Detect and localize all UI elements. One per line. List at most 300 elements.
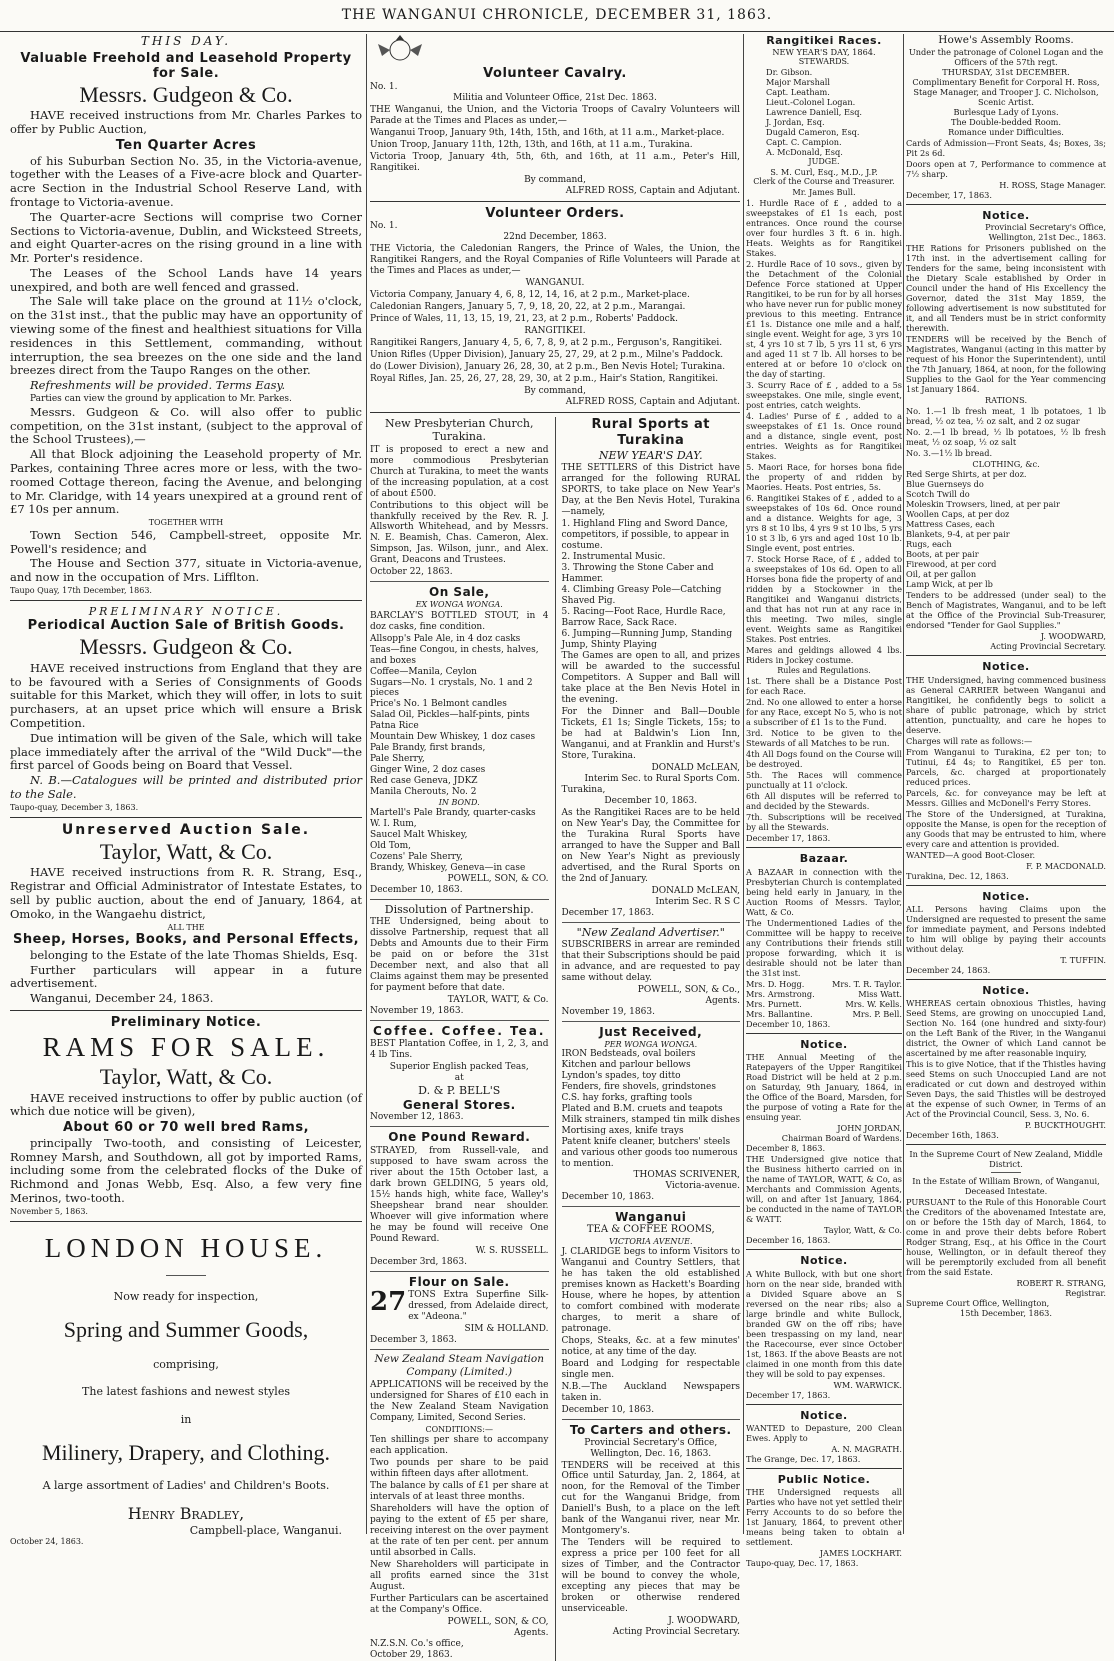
- ad-text: Due intimation will be given of the Sale, which will take place immediately after the arrival of the "Wild Duck"—the first parcel of Goods being on Board that Vessel.: [10, 730, 362, 773]
- ad-text: 3rd. Notice to be given to the Stewards of all Matches to be run.: [746, 728, 902, 749]
- ad-title: Volunteer Orders.: [485, 205, 625, 221]
- ad-text: Wellington, Dec. 16, 1863.: [590, 1448, 712, 1459]
- ad-sub: PER WONGA WONGA.: [604, 1039, 698, 1049]
- ad-text: THE Undersigned, having commenced business as General CARRIER between Wanganui and Rangitikei, he confidently begs to solicit a share of public patronage, which by strict attention, punctuality, and care he hopes to deserve.: [906, 674, 1106, 735]
- list-item: Mortising axes, knife trays: [561, 1126, 684, 1137]
- ad-text: Chops, Steaks, &c. at a few minutes' notice, at any time of the day.: [561, 1336, 740, 1358]
- ad-line: The latest fashions and newest styles: [82, 1385, 290, 1399]
- list-item: Lyndon's spades, toy ditto: [561, 1071, 681, 1082]
- list-item: Capt. Leatham.: [766, 87, 830, 98]
- ad-title: Notice.: [982, 208, 1030, 222]
- ad-text: 7. Stock Horse Race, of £ , added to a sweepstakes of 10s 6d. Open to all Horses bona fide the property of and ridden by a Stockowner in the Rangitikei and Wanganui districts, and that has not run at any race in this meeting. Two miles, single event. Weights same as Rangitikei Stakes. Post entries.: [746, 553, 902, 644]
- ad-text: 2nd. No one allowed to enter a horse for any Race, except No 5, who is not a subscriber of £1 1s to the Fund.: [746, 697, 902, 728]
- committee-name: Miss Watt.: [858, 988, 902, 999]
- name-row: [746, 989, 902, 999]
- list-item: Lawrence Daniell, Esq.: [766, 107, 863, 118]
- committee-name: Mrs. W. Kells.: [845, 998, 902, 1009]
- ad-date: November 19, 1863.: [561, 1006, 655, 1017]
- committee-name: Mrs. D. Hogg.: [746, 978, 805, 989]
- ad-text: N. B.—Catalogues will be printed and distributed prior to the Sale.: [10, 773, 362, 802]
- ad-text: principally Two-tooth, and consisting of Leicester, Romney Marsh, and Southdown, all got by imported Rams, including some from the celebrated flocks of the Duke of Richmond and Jonas Webb, Esq. Also, a few very fine Merinos, two-tooth.: [10, 1135, 362, 1206]
- name-row: [746, 1009, 902, 1019]
- ad-text: Prince of Wales, 11, 13, 15, 19, 21, 23, at 2 p.m., Roberts' Paddock.: [370, 314, 678, 325]
- ad-text: WANTED—A good Boot-Closer.: [906, 849, 1036, 860]
- list-item: Dugald Cameron, Esq.: [766, 127, 860, 138]
- ad-title: Dissolution of Partnership.: [384, 902, 534, 916]
- ad-sig: THOMAS SCRIVENER,: [633, 1169, 740, 1180]
- ad-text: 7th. Subscriptions will be received by all the Stewards.: [746, 812, 902, 833]
- ad-text: Agents.: [514, 1627, 549, 1638]
- list-item: W. I. Rum,: [370, 818, 417, 829]
- ad-text: CONDITIONS:—: [425, 1424, 493, 1434]
- ad-text: 22nd December, 1863.: [503, 232, 607, 243]
- firm-name: Messrs. Gudgeon & Co.: [79, 634, 293, 660]
- ad-sig: F. P. MACDONALD.: [1026, 860, 1106, 871]
- list-item: Boots, at per pair: [906, 549, 979, 560]
- ad-text: Board and Lodging for respectable single men.: [561, 1359, 740, 1381]
- ad-text: No. 2.—1 lb bread, ½ lb potatoes, ½ lb fresh meat, ½ oz soap, ½ oz salt: [906, 427, 1106, 448]
- ad-text: From Wanganui to Turakina, £2 per ton; to Tutinui, £4 4s; to Rangitikei, £5 per ton. Parcels, &c. charged at proportionately reduced prices.: [906, 746, 1106, 787]
- ad-date: December 17, 1863.: [746, 1389, 831, 1400]
- ad-text: Refreshments will be provided. Terms Easy.: [30, 378, 286, 393]
- ad-text: Chairman Board of Wardens.: [781, 1133, 902, 1144]
- ad-text: By command,: [524, 174, 586, 185]
- list-item: 3. Throwing the Stone Caber and Hammer.: [561, 562, 714, 584]
- list-item: Ginger Wine, 2 doz cases: [370, 765, 486, 776]
- ad-title: Rangitikei Races.: [766, 34, 882, 47]
- ad-text: The Undermentioned Ladies of the Committee will be happy to receive any Contributions their friends still propose forwarding, which it is desirable should not be later than the 31st inst.: [746, 917, 902, 978]
- name-row: [746, 999, 902, 1009]
- ad-text: Victoria Company, January 4, 6, 8, 12, 14, 16, at 2 p.m., Market-place.: [370, 290, 690, 301]
- committee-name: Mrs. Purnett.: [746, 998, 802, 1009]
- list-item: Oil, at per gallon: [906, 569, 977, 580]
- ad-title: One Pound Reward.: [388, 1130, 531, 1145]
- ad-text: THE Undersigned give notice that the Business hitherto carried on in the name of TAYLOR, WATT, & Co, as Merchants and Commission Agents, will, on and after 1st January, 1864, be conducted in the name of TAYLOR & WATT.: [746, 1154, 902, 1225]
- ad-text: 3. Scurry Race of £ , added to a 5s sweepstakes. One mile, single event, post entries, catch weights.: [746, 379, 902, 410]
- list-item: Patent knife cleaner, butchers' steels: [561, 1137, 731, 1148]
- ad-text: New Shareholders will participate in all profits earned since the 31st August.: [370, 1559, 549, 1592]
- ad-title: Howe's Assembly Rooms.: [938, 34, 1074, 46]
- ad-text: The Double-bedded Room.: [950, 116, 1062, 127]
- ad-title: Public Notice.: [777, 1473, 871, 1487]
- list-item: Allsopp's Pale Ale, in 4 doz casks: [370, 633, 521, 644]
- ad-text: Superior English packed Teas,: [389, 1062, 529, 1073]
- ad-text: D. & P. BELL'S: [418, 1084, 501, 1098]
- ad-text: 5th. The Races will commence punctually at 11 o'clock.: [746, 770, 902, 791]
- list-item: Price's No. 1 Belmont candles: [370, 699, 507, 710]
- ad-text: Complimentary Benefit for Corporal H. Ross, Stage Manager, and Trooper J. C. Nicholson, Scenic Artist.: [912, 76, 1100, 107]
- column-3: [746, 34, 902, 1569]
- ad-date: 15th December, 1863.: [960, 1308, 1052, 1319]
- ad-text: The balance by calls of £1 per share at intervals of at least three months.: [370, 1481, 549, 1503]
- ad-text: Victoria Troop, January 4th, 5th, 6th, and 16th, at 11 a.m., Peter's Hill, Rangitikei.: [370, 151, 740, 173]
- ad-addr: Campbell-place, Wanganui.: [189, 1523, 342, 1537]
- ad-date: December 10, 1863.: [561, 1191, 655, 1202]
- list-item: 2. Instrumental Music.: [561, 551, 666, 562]
- ad-text: The Games are open to all, and prizes will be awarded to the successful Competitors. A Supper and Ball will take place at the Ben Nevis Hotel in the evening.: [561, 651, 740, 706]
- list-item: Dr. Gibson.: [766, 67, 813, 78]
- ad-sig: WM. WARWICK.: [833, 1379, 902, 1390]
- ad-text: Contributions to this object will be thankfully received by the Rev. R. J. Allsworth Whitehead, and by Messrs. N. E. Beamish, Chas. Cameron, Alex. Simpson, Jas. Wilson, junr., and Alex. Grant, Deacons and Trustees.: [370, 500, 549, 566]
- list-item: Manila Cherouts, No. 2: [370, 787, 477, 798]
- list-item: Fenders, fire shovels, grindstones: [561, 1082, 716, 1093]
- list-item: Woollen Caps, at per doz: [906, 509, 1010, 520]
- ad-sig: H. ROSS, Stage Manager.: [999, 179, 1106, 190]
- ad-date: Taupo-quay, Dec. 17, 1863.: [746, 1558, 859, 1569]
- list-item: J. Jordan, Esq.: [766, 117, 825, 128]
- ad-date: October 29, 1863.: [370, 1649, 453, 1660]
- ad-title: Wanganui: [615, 1209, 687, 1224]
- ad-text: Wanganui Troop, January 9th, 14th, 15th, and 16th, at 11 a.m., Market-place.: [370, 127, 725, 138]
- ad-title: Notice.: [800, 1254, 848, 1268]
- ad-text: Wellington, 21st Dec., 1863.: [988, 232, 1106, 243]
- list-item: Mattress Cases, each: [906, 519, 995, 530]
- ad-sig: JAMES LOCKHART.: [819, 1548, 902, 1559]
- ad-title: Notice.: [800, 1408, 848, 1422]
- ad-text: The House and Section 377, situate in Victoria-avenue, and now in the occupation of Mrs. Lifflton.: [10, 556, 362, 585]
- ad-text: 1. Hurdle Race of £ , added to a sweepstakes of £1 1s each, post entrances. Once round the course over four hurdles 3 ft. 6 in. high. Heats. Weights as for Rangitikei Stakes.: [746, 197, 902, 258]
- ad-text: Charges will rate as follows:—: [906, 735, 1033, 746]
- ad-date: December 3, 1863.: [370, 1335, 457, 1346]
- list-item: Plated and B.M. cruets and teapots: [561, 1104, 723, 1115]
- ad-text: No. 1.—1 lb fresh meat, 1 lb potatoes, 1 lb bread, ½ oz tea, ½ oz salt, and 2 oz sugar: [906, 406, 1106, 427]
- ad-sig: ROBERT R. STRANG,: [1016, 1278, 1106, 1289]
- list-item: Red case Geneva, JDKZ: [370, 776, 478, 787]
- ad-line: Spring and Summer Goods,: [63, 1316, 309, 1342]
- list-item: Brandy, Whiskey, Geneva—in case: [370, 862, 526, 873]
- ad-text: J. CLARIDGE begs to inform Visitors to Wanganui and Country Settlers, that he has taken the old established premises known as Hackett's Boarding House, where he hopes, by attention to comfort combined with moderate charges, to merit a share of patronage.: [561, 1247, 740, 1335]
- ad-text: THE Undersigned, being about to dissolve Partnership, request that all Debts and Amounts due to their Firm be paid on or before the 31st December next, and also that all Claims against them may be presented for payment before that date.: [370, 917, 549, 993]
- ad-title: Unreserved Auction Sale.: [61, 821, 311, 838]
- list-item: Pale Brandy, first brands,: [370, 743, 486, 754]
- ad-title: TEA & COFFEE ROOMS,: [586, 1224, 715, 1236]
- ad-date: December 10, 1863.: [370, 884, 463, 895]
- ad-line: A large assortment of Ladies' and Children's Boots.: [42, 1478, 330, 1492]
- ad-text: N.Z.S.N. Co.'s office,: [370, 1638, 464, 1649]
- ad-text: The Quarter-acre Sections will comprise two Corner Sections to Victoria-avenue, Dublin, and Wicksteed Streets, and eight Quarter-acres on the rising ground in a line with Mr. Porter's residence.: [10, 209, 362, 266]
- ad-text: Mares and geldings allowed 4 lbs. Riders in Jockey costume.: [746, 644, 902, 665]
- ad-text: WANTED to Depasture, 200 Clean Ewes. Apply to: [746, 1423, 902, 1444]
- ad-text: N.B.—The Auckland Newspapers taken in.: [561, 1382, 740, 1403]
- committee-name: Mrs. Ballantine.: [746, 1008, 813, 1019]
- list-item: Capt. C. Campion.: [766, 137, 842, 148]
- ad-date: December 16, 1863.: [746, 1235, 831, 1246]
- ad-date: The Grange, Dec. 17, 1863.: [746, 1454, 861, 1465]
- ad-date: November 12, 1863.: [370, 1112, 464, 1123]
- ad-text: APPLICATIONS will be received by the undersigned for Shares of £10 each in the New Zealand Steam Navigation Company, Limited, Second Series.: [370, 1379, 549, 1423]
- ad-text: The Sale will take place on the ground at 11½ o'clock, on the 31st inst., that the public may have an opportunity of viewing some of the finest and healthiest situations for Villa residences in this Settlement, commanding, without interruption, the sea breezes on the one side and the land breezes direct from the Taupo Ranges on the other.: [10, 294, 362, 378]
- ad-sub: Ten Quarter Acres: [115, 137, 257, 153]
- firm-name: Taylor, Watt, & Co.: [99, 1063, 273, 1089]
- list-item: Firewood, at per cord: [906, 559, 997, 570]
- ad-sig: T. TUFFIN.: [1060, 955, 1106, 966]
- ad-title: Preliminary Notice.: [110, 1015, 262, 1031]
- ad-text: Mr. James Bull.: [792, 186, 856, 197]
- ad-text: TONS Extra Superfine Silk-dressed, from Adelaide direct, ex "Adeona.": [408, 1290, 549, 1323]
- ad-text: Provincial Secretary's Office,: [985, 222, 1106, 233]
- ad-text: Messrs. Gudgeon & Co. will also offer to public competition, on the 31st instant, (subject to the approval of the School Trustees),—: [10, 404, 362, 447]
- ad-text: 4. Ladies' Purse of £ , added to a sweepstakes of £1 1s. Once round and a distance, single event, post entries. Weights as for Rangitikei Stakes.: [746, 410, 902, 461]
- masthead: THE WANGANUI CHRONICLE, DECEMBER 31, 1863.: [0, 0, 1114, 32]
- ad-title: Notice.: [982, 984, 1030, 998]
- ad-line: Now ready for inspection,: [113, 1289, 259, 1303]
- ad-text: Under the patronage of Colonel Logan and the Officers of the 57th regt.: [908, 46, 1104, 67]
- list-item: Rugs, each: [906, 539, 952, 550]
- list-item: Major Marshall: [766, 77, 831, 88]
- ad-text: Shareholders will have the option of paying to the extent of £5 per share, receiving interest on the over payment at the rate of ten per cent. per annum until absorbed in Calls.: [370, 1504, 549, 1558]
- ad-date: December 8, 1863.: [746, 1143, 826, 1154]
- ad-text: WANGANUI.: [525, 278, 585, 289]
- ad-sig: DONALD McLEAN,: [651, 885, 740, 896]
- ad-text: Doors open at 7, Performance to commence at 7½ sharp.: [906, 158, 1106, 179]
- ad-text: Burlesque Lady of Lyons.: [953, 106, 1059, 117]
- ad-text: 6th All disputes will be referred to and decided by the Stewards.: [746, 791, 902, 812]
- royal-crest-icon: [370, 34, 430, 62]
- list-item: Martell's Pale Brandy, quarter-casks: [370, 807, 536, 818]
- ad-date: October 24, 1863.: [10, 1537, 84, 1547]
- ad-sig: ALFRED ROSS, Captain and Adjutant.: [565, 185, 740, 196]
- list-item: Salad Oil, Pickles—half-pints, pints: [370, 710, 530, 721]
- ad-name: Henry Bradley,: [127, 1504, 245, 1524]
- list-item: Blue Guernseys do: [906, 479, 984, 490]
- list-item: Blankets, 9-4, at per pair: [906, 529, 1010, 540]
- list-item: 6. Jumping—Running Jump, Standing Jump, Shinty Playing: [561, 628, 733, 650]
- ad-title: Rural Sports at Turakina: [591, 416, 710, 448]
- ad-text: BEST Plantation Coffee, in 1, 2, 3, and 4 lb Tins.: [370, 1039, 549, 1061]
- ad-text: STRAYED, from Russell-vale, and supposed to have swam across the river about the 15th October last, a dark brown GELDING, 5 years old, 15½ hands high, white face, Walley's Sheepshear brand near shoulder. Whoever will give information where he may be found will receive One Pound Reward.: [370, 1145, 549, 1244]
- ad-sig: J. WOODWARD,: [668, 1616, 740, 1627]
- ad-sig: P. BUCKTHOUGHT.: [1024, 1120, 1106, 1131]
- column-4: [906, 34, 1106, 1534]
- ad-date: December, 17, 1863.: [906, 189, 992, 200]
- ad-text: 1st. There shall be a Distance Post for each Race.: [746, 676, 902, 697]
- ad-text: Ten shillings per share to accompany each application.: [370, 1435, 549, 1457]
- together-with: TOGETHER WITH: [148, 518, 224, 528]
- list-item: Kitchen and parlour bellows: [561, 1060, 691, 1071]
- ad-text: THE SETTLERS of this District have arranged for the following RURAL SPORTS, to take place on New Year's Day, at the Ben Nevis Hotel, Turakina—namely,: [561, 463, 740, 517]
- list-item: Red Serge Shirts, at per doz.: [906, 469, 1027, 480]
- ad-text: S. M. Curl, Esq., M.D., J.P.: [770, 166, 878, 177]
- ad-title: New Presbyterian Church, Turakina.: [384, 416, 534, 444]
- ad-text: No. 3.—1½ lb bread.: [906, 448, 993, 459]
- ad-text: A BAZAAR in connection with the Presbyterian Church is contemplated being held early in January, in the Auction Rooms of Messrs. Taylor, Watt, & Co.: [746, 866, 902, 917]
- ad-sig: SIM & HOLLAND.: [464, 1324, 549, 1335]
- ad-text: Clerk of the Course and Treasurer.: [753, 176, 895, 186]
- ad-text: RATIONS.: [984, 395, 1028, 406]
- ad-title: Volunteer Cavalry.: [483, 65, 627, 81]
- committee-name: Mrs. P. Bell.: [852, 1008, 902, 1019]
- ad-text: Wanganui, December 24, 1863.: [30, 991, 214, 1006]
- ad-date: November 19, 1863.: [370, 1005, 464, 1016]
- ad-text: For the Dinner and Ball—Double Tickets, £1 1s; Single Tickets, 15s; to be had at Baldwin's Lion Inn, Wanganui, and at Franklin and Hurst's Store, Turakina.: [561, 707, 740, 762]
- ad-text: IT is proposed to erect a new and more commodious Presbyterian Church at Turakina, to meet the wants of the increasing population, at a cost of about £500.: [370, 444, 549, 499]
- list-item: 1. Highland Fling and Sword Dance, competitors, if possible, to appear in costume.: [561, 518, 730, 551]
- list-item: Lamp Wick, at per lb: [906, 579, 993, 590]
- prelim: PRELIMINARY NOTICE.: [88, 604, 284, 618]
- ad-text: CLOTHING, &c.: [972, 459, 1040, 470]
- ad-text: TENDERS will be received at this Office until Saturday, Jan. 2, 1864, at noon, for the Removal of the Timber cut for the Wanganui Bridge, from Daniell's Bush, to a place on the left bank of the Wanganui river, near Mr. Montgomery's.: [561, 1460, 740, 1537]
- ad-title: "New Zealand Advertiser.": [576, 925, 725, 939]
- ad-text: Further particulars will appear in a future advertisement.: [10, 962, 362, 991]
- ad-line: comprising,: [153, 1357, 219, 1371]
- ad-text: ALL Persons having Claims upon the Undersigned are requested to present the same for immediate payment, and Persons indebted to him will oblige by paying their accounts without delay.: [906, 904, 1106, 955]
- ad-date: December 10, 1863.: [604, 796, 698, 807]
- ad-line: Milinery, Drapery, and Clothing.: [42, 1439, 330, 1465]
- list-item: A. McDonald, Esq.: [766, 147, 843, 158]
- ad-text: at: [454, 1073, 464, 1084]
- ad-title: Periodical Auction Sale of British Goods.: [27, 618, 345, 634]
- ad-text: TENDERS will be received by the Bench of Magistrates, Wanganui (acting in this matter by request of his Honor the Superintendent), until the 7th January, 1864, at noon, for the following Supplies to the Gaol for the Year commencing 1st January 1864.: [906, 334, 1106, 395]
- ad-text: Royal Rifles, Jan. 25, 26, 27, 28, 29, 30, at 2 p.m., Hair's Station, Rangitikei.: [370, 373, 719, 384]
- ad-title: Notice.: [800, 1037, 848, 1051]
- ad-date: Taupo Quay, 17th December, 1863.: [10, 586, 152, 596]
- list-item: Teas—fine Congou, in chests, halves, and boxes: [370, 644, 539, 666]
- ad-sig: J. WOODWARD,: [1040, 631, 1106, 642]
- ad-text: HAVE received instructions to offer by public auction (of which due notice will be given),: [10, 1090, 362, 1119]
- ad-text: Militia and Volunteer Office, 21st Dec. 1863.: [453, 92, 657, 103]
- committee-name: Mrs. Armstrong.: [746, 988, 815, 999]
- ad-title: To Carters and others.: [569, 1422, 732, 1437]
- ad-text: Parcels, &c. for conveyance may be left at Messrs. Gillies and McDonell's Ferry Stores.: [906, 787, 1106, 808]
- ad-text: 5. Maori Race, for horses bona fide the property of and ridden by Maories. Heats. Post entries, 5s.: [746, 461, 902, 492]
- firm-name: Taylor, Watt, & Co.: [99, 838, 273, 864]
- ad-text: THE Victoria, the Caledonian Rangers, the Prince of Wales, the Union, the Rangitikei Rangers, and the Royal Companies of Rifle Volunteers will Parade at the Times and Places as under,—: [370, 244, 740, 277]
- list-item: Old Tom,: [370, 840, 411, 851]
- committee-name: Mrs. T. R. Taylor.: [831, 978, 902, 989]
- ad-title: Notice.: [982, 660, 1030, 674]
- name-row: [746, 979, 902, 989]
- column-1: [10, 34, 362, 1547]
- ad-sig: W. S. RUSSELL.: [475, 1245, 549, 1256]
- ad-text: Tenders to be addressed (under seal) to the Bench of Magistrates, Wanganui, and to be left at the Office of the Provincial Sub-Treasurer, endorsed "Tender for Gaol Supplies.": [906, 590, 1106, 631]
- list-item: Sugars—No. 1 crystals, No. 1 and 2 pieces: [370, 677, 533, 699]
- ad-text: Rangitikei Rangers, January 4, 5, 6, 7, 8, 9, at 2 p.m., Ferguson's, Rangitikei.: [370, 338, 723, 349]
- list-item: Mountain Dew Whiskey, 1 doz cases: [370, 732, 536, 743]
- list-item: Lieut.-Colonel Logan.: [766, 97, 856, 108]
- ad-text: THE Annual Meeting of the Ratepayers of the Upper Rangitikei Road District will be held at 2 p.m. on Saturday, 9th January, 1864, in the Office of the Board, Marsden, for the purpose of voting a Rate for the ensuing year.: [746, 1052, 902, 1123]
- list-item: 5. Racing—Foot Race, Hurdle Race, Barrow Race, Sack Race.: [561, 606, 726, 628]
- ad-text: of his Suburban Section No. 35, in the Victoria-avenue, together with the Leases of a Five-acre block and Quarter-acre Section in the Industrial School Reserve Land, with frontage to Victoria-avenue.: [10, 153, 362, 209]
- ad-sig: POWELL, SON, & Co.,: [637, 985, 740, 995]
- ad-title: Notice.: [982, 889, 1030, 903]
- ad-sig: POWELL, SON, & CO.: [447, 873, 549, 884]
- ad-text: 6. Rangitikei Stakes of £ , added to a sweepstakes of 10s 6d. Once round and a distance. Weights for age, 3 yrs 8 st 10 lbs, 4 yrs 9 st 10 lbs, 5 yrs 10 st 3 lb, 6 yrs and aged 10st 10 lb. Single event, post entries.: [746, 492, 902, 553]
- ad-text: No. 1.: [370, 81, 398, 92]
- firm-name: Messrs. Gudgeon & Co.: [79, 81, 293, 107]
- ad-title: New Zealand Steam Navigation Company (Limited.): [374, 1353, 544, 1378]
- ad-text: Interim Sec. R S C: [655, 896, 740, 907]
- ad-text: Caledonian Rangers, January 5, 7, 9, 18, 20, 22, at 2 p.m., Marangai.: [370, 302, 686, 313]
- ad-text: STEWARDS.: [798, 57, 850, 67]
- ad-sub: NEW YEAR'S DAY, 1864.: [772, 47, 876, 58]
- ad-text: THE Wanganui, the Union, and the Victoria Troops of Cavalry Volunteers will Parade at the Times and Places as under,—: [370, 104, 740, 126]
- list-item: Cozens' Pale Sherry,: [370, 851, 463, 862]
- ad-date: Taupo-quay, December 3, 1863.: [10, 802, 139, 812]
- ad-title: Valuable Freehold and Leasehold Property for Sale.: [20, 50, 352, 81]
- ad-text: THE Rations for Prisoners published on the 17th inst. in the advertisement calling for Tenders for the same, being inconsistent with the Dietary Scale established by Order in Council under the hand of His Excellency the Governor, dated the 31st May 1859, the following advertisement is now substituted for it, and all Tenders must be in strict conformity therewith.: [906, 243, 1106, 334]
- london-house: LONDON HOUSE.: [44, 1232, 328, 1263]
- ad-sub: Sheep, Horses, Books, and Personal Effects,: [12, 932, 360, 948]
- ad-text: This is to give Notice, that if the Thistles having seed Stems on such Unoccupied Land are not eradicated or cut down and destroyed within Seven Days, the said Thistles will be destroyed at the expense of such Owner, in Terms of an Act of the Provincial Council, Sess. 3, No. 6.: [906, 1059, 1106, 1120]
- list-item: and various other goods too numerous to mention.: [561, 1148, 738, 1169]
- ad-text: The Leases of the School Lands have 14 years unexpired, and both are well fenced and grassed.: [10, 265, 362, 294]
- ad-text: Agents.: [705, 995, 740, 1006]
- list-item: Patna Rice: [370, 721, 419, 732]
- list-item: Pale Sherry,: [370, 754, 425, 765]
- ad-title: On Sale,: [429, 585, 490, 600]
- ad-text: JUDGE.: [808, 157, 840, 167]
- ad-sub: NEW YEAR'S DAY.: [598, 448, 703, 462]
- ad-title: Just Received,: [599, 1024, 703, 1039]
- ad-line: in: [180, 1412, 192, 1426]
- ad-text: Acting Provincial Secretary.: [990, 641, 1106, 652]
- ad-text: HAVE received instructions from England that they are to be favoured with a Series of Consignments of Goods suitable for this Market, which they will offer, in lots to suit purchasers, at an upset price which will ensure a Brisk Competition.: [10, 660, 362, 731]
- ad-sub: EX WONGA WONGA.: [415, 599, 503, 609]
- ad-text: Rules and Regulations.: [777, 665, 871, 675]
- ad-text: Parties can view the ground by application to Mr. Parkes.: [30, 394, 292, 405]
- ad-title: Bazaar.: [799, 852, 849, 866]
- ad-text: 2. Hurdle Race of 10 sovs., given by the Detachment of the Colonial Defence Force stationed at Upper Rangitikei, to be run for by all horses who have never run for public money previous to this meeting. Entrance £1 1s. Distance one mile and a half, single event. Weight for age, 3 yrs 10 st, 4 yrs 10 st 7 lb, 5 yrs 11 st, 6 yrs and aged 11 st 7 lb. All horses to be entered at or before 10 o'clock on the day of starting.: [746, 258, 902, 379]
- ad-text: The Store of the Undersigned, at Turakina, opposite the Manse, is open for the reception of any Goods that may be entrusted to him, where every care and attention is provided.: [906, 808, 1106, 849]
- ad-title: Flour on Sale.: [408, 1274, 510, 1289]
- list-item: Moleskin Trowsers, lined, at per pair: [906, 499, 1060, 510]
- ad-date: December 16th, 1863.: [906, 1130, 999, 1141]
- ad-text: THE Undersigned requests all Parties who have not yet settled their Ferry Accounts to do so before the 1st January, 1864, to prevent other means being taken to obtain a settlement.: [746, 1487, 902, 1548]
- ad-date: December 24, 1863.: [906, 965, 991, 976]
- ad-text: In the Estate of William Brown, of Wanganui, Deceased Intestate.: [912, 1176, 1100, 1197]
- list-item: Coffee—Manila, Ceylon: [370, 666, 477, 677]
- ad-text: PURSUANT to the Rule of this Honorable Court the Creditors of the abovenamed Intestate are, on or before the 15th day of March, 1864, to come in and prove their debts before Robert Rodger Strang, Esq., at his Office in the Court house, Wellington, or in default thereof they will be peremptorily excluded from all benefit from the said Estate.: [906, 1197, 1106, 1278]
- ad-text: Victoria-avenue.: [665, 1180, 740, 1191]
- all-the: ALL THE: [167, 922, 205, 932]
- ad-text: do (Lower Division), January 26, 28, 30, at 2 p.m., Ben Nevis Hotel; Turakina.: [370, 362, 726, 372]
- list-item: Milk strainers, stamped tin milk dishes: [561, 1115, 740, 1126]
- ad-date: December 10, 1863.: [561, 1404, 655, 1415]
- ad-sig: JOHN JORDAN,: [837, 1123, 902, 1134]
- ad-text: No. 1.: [370, 221, 398, 232]
- ad-sig: DONALD McLEAN,: [651, 763, 740, 774]
- ad-sig: A. N. MAGRATH.: [831, 1444, 902, 1455]
- ad-text: belonging to the Estate of the late Thomas Shields, Esq.: [30, 947, 358, 962]
- ad-text: By command,: [524, 385, 586, 396]
- ad-sig: Taylor, Watt, & Co.: [823, 1225, 902, 1236]
- ad-text: Provincial Secretary's Office,: [584, 1437, 718, 1448]
- ad-text: RANGITIKEI.: [524, 326, 586, 337]
- ad-text: Acting Provincial Secretary.: [612, 1627, 740, 1638]
- column-2: [370, 34, 740, 1660]
- ad-sub: VICTORIA AVENUE.: [608, 1236, 693, 1246]
- this-day: THIS DAY.: [140, 34, 232, 48]
- ad-text: Cards of Admission—Front Seats, 4s; Boxes, 3s; Pit 2s 6d.: [906, 137, 1106, 158]
- ad-text: Registrar.: [1065, 1288, 1106, 1299]
- ad-text: Further Particulars can be ascertained at the Company's Office.: [370, 1593, 549, 1615]
- ad-sub: About 60 or 70 well bred Rams,: [62, 1120, 310, 1136]
- ad-date: October 22, 1863.: [370, 567, 453, 578]
- ad-text: Union Troop, January 11th, 12th, 13th, and 16th, at 11 a.m., Turakina.: [370, 139, 693, 150]
- flour-tons: 27: [370, 1287, 407, 1318]
- ad-title: Coffee. Coffee. Tea.: [373, 1023, 546, 1038]
- ad-text: HAVE received instructions from R. R. Strang, Esq., Registrar and Official Administrator of Intestate Estates, to sell by public auction, about the end of January, 1864, at Omoko, in the Wangaehu district,: [10, 865, 362, 921]
- ad-text: A White Bullock, with but one short horn on the near side, branded with a Divided Square above an S reversed on the near ribs; also a large brindle and white Bullock, branded GW on the off ribs; have been trespassing on my land, near the Racecourse, ever since October 1st, 1863. If the above Beasts are not claimed in one month from this date they will be sold to pay expenses.: [746, 1268, 902, 1379]
- ad-date: December 17, 1863.: [561, 907, 655, 918]
- ad-text: Supreme Court Office, Wellington,: [906, 1298, 1050, 1309]
- ad-date: December 17, 1863.: [746, 833, 831, 844]
- ad-text: In the Supreme Court of New Zealand, Middle District.: [909, 1149, 1103, 1170]
- ad-text: As the Rangitikei Races are to be held on New Year's Day, the Committee for the Turakina Rural Sports have arranged to have the Supper and Ball on New Year's Night as previously advertised, and the Rural Sports on the 2nd of January.: [561, 808, 740, 884]
- list-item: Saucel Malt Whiskey,: [370, 829, 468, 840]
- ad-text: Town Section 546, Campbell-street, opposite Mr. Powell's residence; and: [10, 527, 362, 556]
- ad-text: 4th All Dogs found on the Course will be destroyed.: [746, 749, 902, 770]
